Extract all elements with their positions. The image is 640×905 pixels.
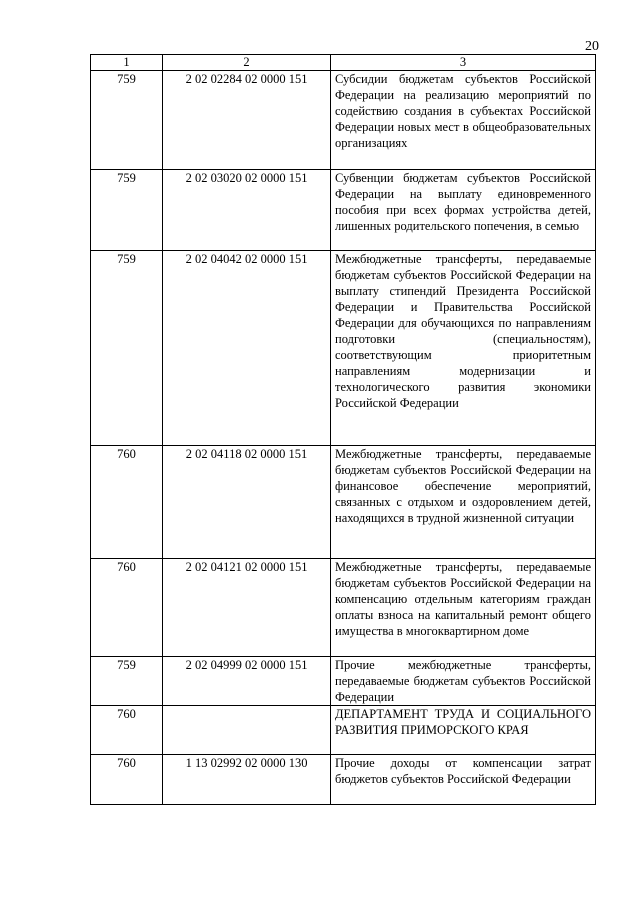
column-header-1: 1 bbox=[91, 55, 163, 71]
table-row bbox=[91, 71, 596, 170]
column-header-2: 2 bbox=[163, 55, 331, 71]
page-number: 20 bbox=[585, 39, 599, 54]
revenue-classification-table bbox=[90, 54, 596, 805]
column-header-3: 3 bbox=[331, 55, 596, 71]
revenue-name-cell bbox=[331, 559, 596, 657]
table-row bbox=[91, 657, 596, 706]
admin-code-cell: 760 bbox=[91, 559, 163, 657]
admin-code-cell: 760 bbox=[91, 755, 163, 805]
table-row bbox=[91, 706, 596, 755]
admin-code-cell: 760 bbox=[91, 446, 163, 559]
department-heading-text: ДЕПАРТАМЕНТ ТРУДА И СОЦИАЛЬНОГО РАЗВИТИЯ ПРИМОРСКОГО КРАЯ bbox=[335, 707, 591, 737]
revenue-name-cell bbox=[331, 755, 596, 805]
table-row bbox=[91, 170, 596, 251]
revenue-name-cell bbox=[331, 170, 596, 251]
revenue-name-text: Межбюджетные трансферты, передаваемые бюджетам субъектов Российской Федерации на финансовое обеспечение мероприятий, связанных с отдыхом и оздоровлением детей, находящихся в трудной жизненной ситуации bbox=[335, 447, 591, 525]
admin-code-cell: 759 bbox=[91, 657, 163, 706]
revenue-code-cell: 2 02 04121 02 0000 151 bbox=[163, 559, 331, 657]
revenue-name-cell bbox=[331, 71, 596, 170]
revenue-name-cell bbox=[331, 657, 596, 706]
revenue-name-cell bbox=[331, 251, 596, 446]
revenue-code-cell: 2 02 02284 02 0000 151 bbox=[163, 71, 331, 170]
revenue-name-text: Субвенции бюджетам субъектов Российской Федерации на выплату единовременного пособия при всех формах устройства детей, лишенных родительского попечения, в семью bbox=[335, 171, 591, 233]
admin-code-cell: 759 bbox=[91, 251, 163, 446]
table-row bbox=[91, 251, 596, 446]
admin-code-cell: 760 bbox=[91, 706, 163, 755]
table-row bbox=[91, 559, 596, 657]
admin-code-cell: 759 bbox=[91, 170, 163, 251]
revenue-code-cell: 2 02 04042 02 0000 151 bbox=[163, 251, 331, 446]
revenue-code-cell bbox=[163, 706, 331, 755]
table-header-row bbox=[91, 55, 596, 71]
revenue-name-text: Прочие доходы от компенсации затрат бюджетов субъектов Российской Федерации bbox=[335, 756, 591, 786]
revenue-code-cell: 2 02 04118 02 0000 151 bbox=[163, 446, 331, 559]
revenue-name-text: Межбюджетные трансферты, передаваемые бюджетам субъектов Российской Федерации на выплату стипендий Президента Российской Федерации и Правительства Российской Федерации для обучающихся по направлениям подготовки (специальностям), соответствующим приоритетным направлениям модернизации и технологического развития экономики Российской Федерации bbox=[335, 252, 591, 410]
table-row bbox=[91, 755, 596, 805]
table-row bbox=[91, 446, 596, 559]
revenue-name-text: Межбюджетные трансферты, передаваемые бюджетам субъектов Российской Федерации на компенсацию отдельным категориям граждан оплаты взноса на капитальный ремонт общего имущества в многоквартирном доме bbox=[335, 560, 591, 638]
revenue-code-cell: 2 02 03020 02 0000 151 bbox=[163, 170, 331, 251]
department-heading-cell bbox=[331, 706, 596, 755]
admin-code-cell: 759 bbox=[91, 71, 163, 170]
revenue-name-text: Прочие межбюджетные трансферты, передаваемые бюджетам субъектов Российской Федерации bbox=[335, 658, 591, 704]
revenue-name-cell bbox=[331, 446, 596, 559]
revenue-code-cell: 2 02 04999 02 0000 151 bbox=[163, 657, 331, 706]
revenue-code-cell: 1 13 02992 02 0000 130 bbox=[163, 755, 331, 805]
revenue-name-text: Субсидии бюджетам субъектов Российской Федерации на реализацию мероприятий по содействию создания в субъектах Российской Федерации новых мест в общеобразовательных организациях bbox=[335, 72, 591, 150]
